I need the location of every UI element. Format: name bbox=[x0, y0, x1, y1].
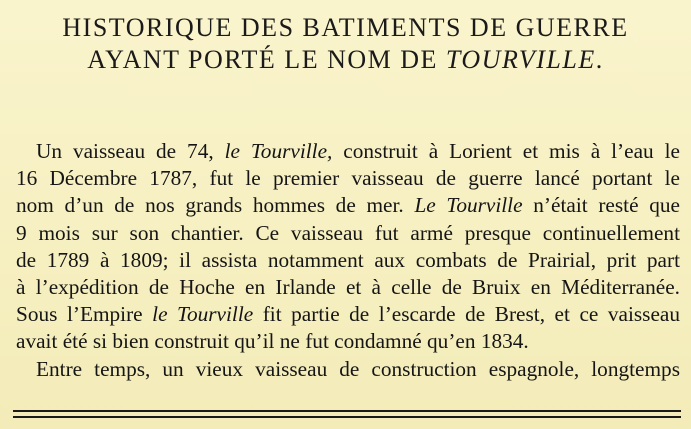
text-line-1-a: Un vaisseau de 74, bbox=[36, 139, 225, 163]
title-line-2-suffix: . bbox=[595, 45, 604, 74]
text-line-9: Entre temps, un vieux vaisseau de construction espagnole, longtemps bbox=[36, 356, 680, 381]
text-line-7-a: Sous l’Empire bbox=[16, 302, 153, 327]
text-line-7-b: fit partie de l’escarde de Brest, et ce vaisseau bbox=[253, 302, 681, 327]
text-line-1-italic: le Tourville, bbox=[224, 139, 333, 163]
text-line-7-italic: le Tourville bbox=[152, 302, 254, 327]
text-line-3-a: nom d’un de nos grands hommes de mer. bbox=[16, 193, 415, 218]
text-line-1-b: construit à Lorient et mis à l’eau le bbox=[332, 139, 680, 163]
title-line-1: HISTORIQUE DES BATIMENTS DE GUERRE bbox=[62, 13, 629, 42]
text-line-2: 16 Décembre 1787, fut le premier vaisseau de guerre lancé portant le bbox=[16, 166, 680, 191]
title-line-2 bbox=[0, 44, 691, 76]
text-line-4: 9 mois sur son chantier. Ce vaisseau fut armé presque continuellement bbox=[16, 220, 680, 245]
text-line-6: à l’expédition de Hoche en Irlande et à celle de Bruix en Méditerranée. bbox=[16, 274, 680, 299]
page-title bbox=[0, 12, 691, 76]
text-line-5: de 1789 à 1809; il assista notamment aux combats de Prairial, prit part bbox=[16, 247, 680, 272]
text-line-8: avait été si bien construit qu’il ne fut condamné qu’en 1834. bbox=[16, 329, 529, 354]
text-line-3 bbox=[16, 192, 680, 219]
text-line-7 bbox=[16, 301, 680, 328]
bottom-rule-lower bbox=[13, 416, 681, 418]
title-line-2-prefix: AYANT PORTÉ LE NOM DE bbox=[87, 45, 446, 74]
text-line-3-b: n’était resté que bbox=[522, 193, 680, 218]
text-line-1 bbox=[16, 138, 680, 165]
body-paragraph bbox=[16, 138, 680, 383]
bottom-rule-upper bbox=[13, 410, 681, 412]
title-ship-name: TOURVILLE bbox=[445, 45, 596, 74]
text-line-3-italic: Le Tourville bbox=[414, 193, 523, 218]
